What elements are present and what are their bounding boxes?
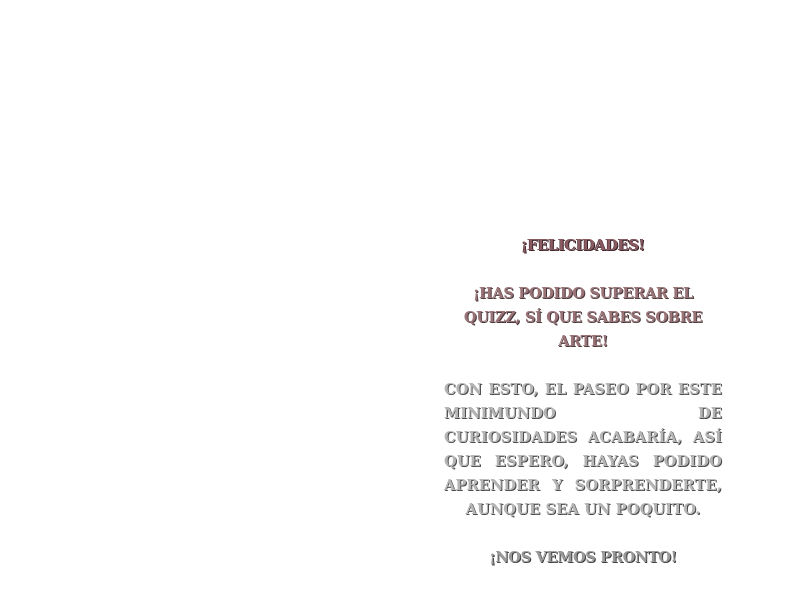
body-text: CON ESTO, EL PASEO POR ESTE MINIMUNDO DE CURIOSIDADES ACABARÍA, ASÍ QUE ESPERO, HAYAS PODIDO APRENDER Y SORPRENDERTE, AUNQUE SEA UN POQUITO.	[444, 381, 722, 518]
spacer	[444, 258, 722, 282]
congratulations-message	[444, 234, 722, 570]
title-text: ¡FELICIDADES!	[521, 237, 645, 254]
spacer	[444, 354, 722, 378]
farewell-text: ¡NOS VEMOS PRONTO!	[489, 549, 677, 566]
spacer	[444, 522, 722, 546]
subtitle-text: ¡HAS PODIDO SUPERAR EL QUIZZ, SÍ QUE SABES SOBRE ARTE!	[463, 285, 703, 350]
